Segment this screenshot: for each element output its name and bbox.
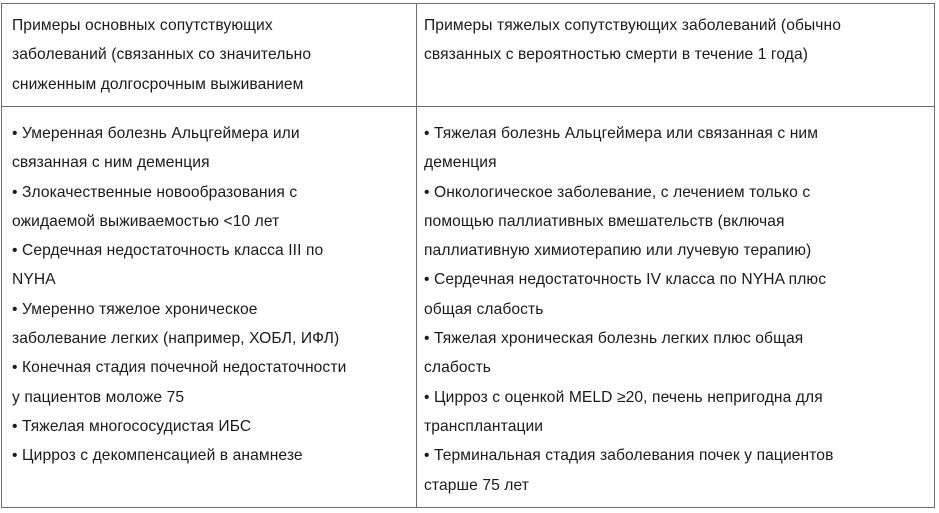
list-line: ожидаемой выживаемостью <10 лет xyxy=(12,212,280,230)
list-line: паллиативную химиотерапию или лучевую терапию) xyxy=(424,242,812,260)
list-line: • Терминальная стадия заболевания почек у пациентов xyxy=(424,447,834,465)
header-cell-major-comorbidities xyxy=(12,11,412,99)
list-line: у пациентов моложе 75 xyxy=(12,388,185,406)
list-line: • Конечная стадия почечной недостаточности xyxy=(12,359,347,377)
body-cell-severe-comorbidities xyxy=(424,119,929,500)
header-line: Примеры основных сопутствующих xyxy=(12,17,273,34)
list-line: • Сердечная недостаточность класса III по xyxy=(12,242,324,260)
comorbidity-table xyxy=(1,3,935,508)
list-line: • Умеренно тяжелое хроническое xyxy=(12,300,258,318)
list-line: • Онкологическое заболевание, с лечением только с xyxy=(424,183,811,201)
column-divider xyxy=(416,4,417,507)
list-line: помощью паллиативных вмешательств (включая xyxy=(424,212,785,230)
list-line: старше 75 лет xyxy=(424,476,529,494)
list-line: • Цирроз с оценкой MELD ≥20, печень непригодна для xyxy=(424,388,823,406)
header-divider xyxy=(2,106,934,107)
header-line: заболеваний (связанных со значительно xyxy=(12,46,312,64)
list-line: трансплантации xyxy=(424,417,544,435)
list-line: • Тяжелая хроническая болезнь легких плюс общая xyxy=(424,330,804,348)
header-line: сниженным долгосрочным выживанием xyxy=(12,75,304,93)
header-cell-severe-comorbidities xyxy=(424,11,929,70)
body-cell-major-comorbidities xyxy=(12,119,412,471)
header-line: Примеры тяжелых сопутствующих заболеваний (обычно xyxy=(424,17,842,34)
list-line: слабость xyxy=(424,359,492,377)
list-line: заболевание легких (например, ХОБЛ, ИФЛ) xyxy=(12,330,340,348)
list-line: деменция xyxy=(424,154,497,172)
list-line: • Умеренная болезнь Альцгеймера или xyxy=(12,125,300,142)
header-line: связанных с вероятностью смерти в течение 1 года) xyxy=(424,46,809,64)
list-line: • Цирроз с декомпенсацией в анамнезе xyxy=(12,447,303,465)
list-line: • Тяжелая многососудистая ИБС xyxy=(12,417,252,435)
list-line: NYHA xyxy=(12,271,56,289)
list-line: общая слабость xyxy=(424,300,544,318)
list-line: • Тяжелая болезнь Альцгеймера или связанная с ним xyxy=(424,125,819,142)
list-line: • Сердечная недостаточность IV класса по NYHA плюс xyxy=(424,271,827,289)
list-line: • Злокачественные новообразования с xyxy=(12,183,298,201)
list-line: связанная с ним деменция xyxy=(12,154,210,172)
